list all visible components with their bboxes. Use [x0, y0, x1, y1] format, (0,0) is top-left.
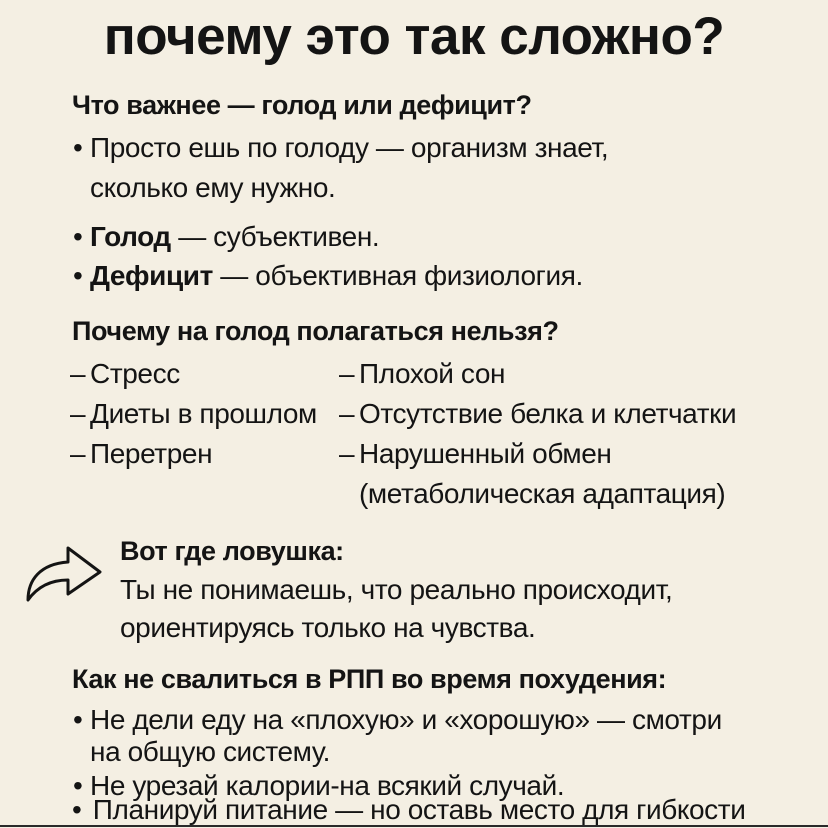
list-item-cutoff	[72, 792, 745, 828]
reason-left-item: Диеты в прошлом	[90, 398, 317, 429]
term-deficit: Дефицит	[90, 260, 213, 291]
reason-right-item: Плохой сон	[359, 358, 506, 389]
bullet-dot: •	[72, 794, 82, 825]
dash: –	[70, 398, 86, 429]
bullet-dot: •	[73, 770, 83, 801]
reason-left-item: Стресс	[90, 358, 180, 389]
list-item-line: Планируй питание — но оставь место для гибкости	[92, 794, 746, 825]
term-hunger: Голод	[90, 221, 171, 252]
dash: –	[70, 358, 86, 389]
reason-right-note: (метаболическая адаптация)	[359, 478, 726, 509]
list-item-line: Не дели еду на «плохую» и «хорошую» — смотри	[90, 704, 722, 735]
bullet-dot: •	[73, 704, 83, 735]
section-heading-hunger-vs-deficit: Что важнее — голод или дефицит?	[72, 90, 532, 120]
list-item-line: Просто ешь по голоду — организм знает,	[90, 132, 609, 163]
list-item	[90, 258, 583, 294]
term-deficit-description: — объективная физиология.	[212, 260, 583, 291]
trap-heading: Вот где ловушка:	[120, 536, 344, 566]
reason-left-item: Перетрен	[90, 438, 213, 469]
list-item	[90, 219, 379, 255]
reason-right-item: Отсутствие белка и клетчатки	[359, 398, 737, 429]
reason-right-item: Нарушенный обмен	[359, 438, 612, 469]
curved-arrow-icon	[22, 540, 106, 604]
bottom-rule	[0, 825, 828, 827]
bullet-dot: •	[73, 260, 83, 291]
dash: –	[339, 358, 355, 389]
dash: –	[339, 438, 355, 469]
dash: –	[70, 438, 86, 469]
bullet-dot: •	[73, 221, 83, 252]
section-heading-why-not-hunger: Почему на голод полагаться нельзя?	[72, 316, 559, 346]
page-title: почему это так сложно?	[103, 7, 725, 66]
section-heading-avoid-ed: Как не свалиться в РПП во время похудения:	[72, 664, 667, 694]
list-item: Не урезай калории-на всякий случай.	[90, 770, 565, 801]
list-item-line: сколько ему нужно.	[90, 172, 336, 203]
bullet-dot: •	[73, 132, 83, 163]
dash: –	[339, 398, 355, 429]
list-item-line: на общую систему.	[90, 736, 331, 767]
trap-text-line: ориентируясь только на чувства.	[120, 612, 536, 643]
trap-text-line: Ты не понимаешь, что реально происходит,	[120, 574, 673, 605]
term-hunger-description: — субъективен.	[170, 221, 380, 252]
